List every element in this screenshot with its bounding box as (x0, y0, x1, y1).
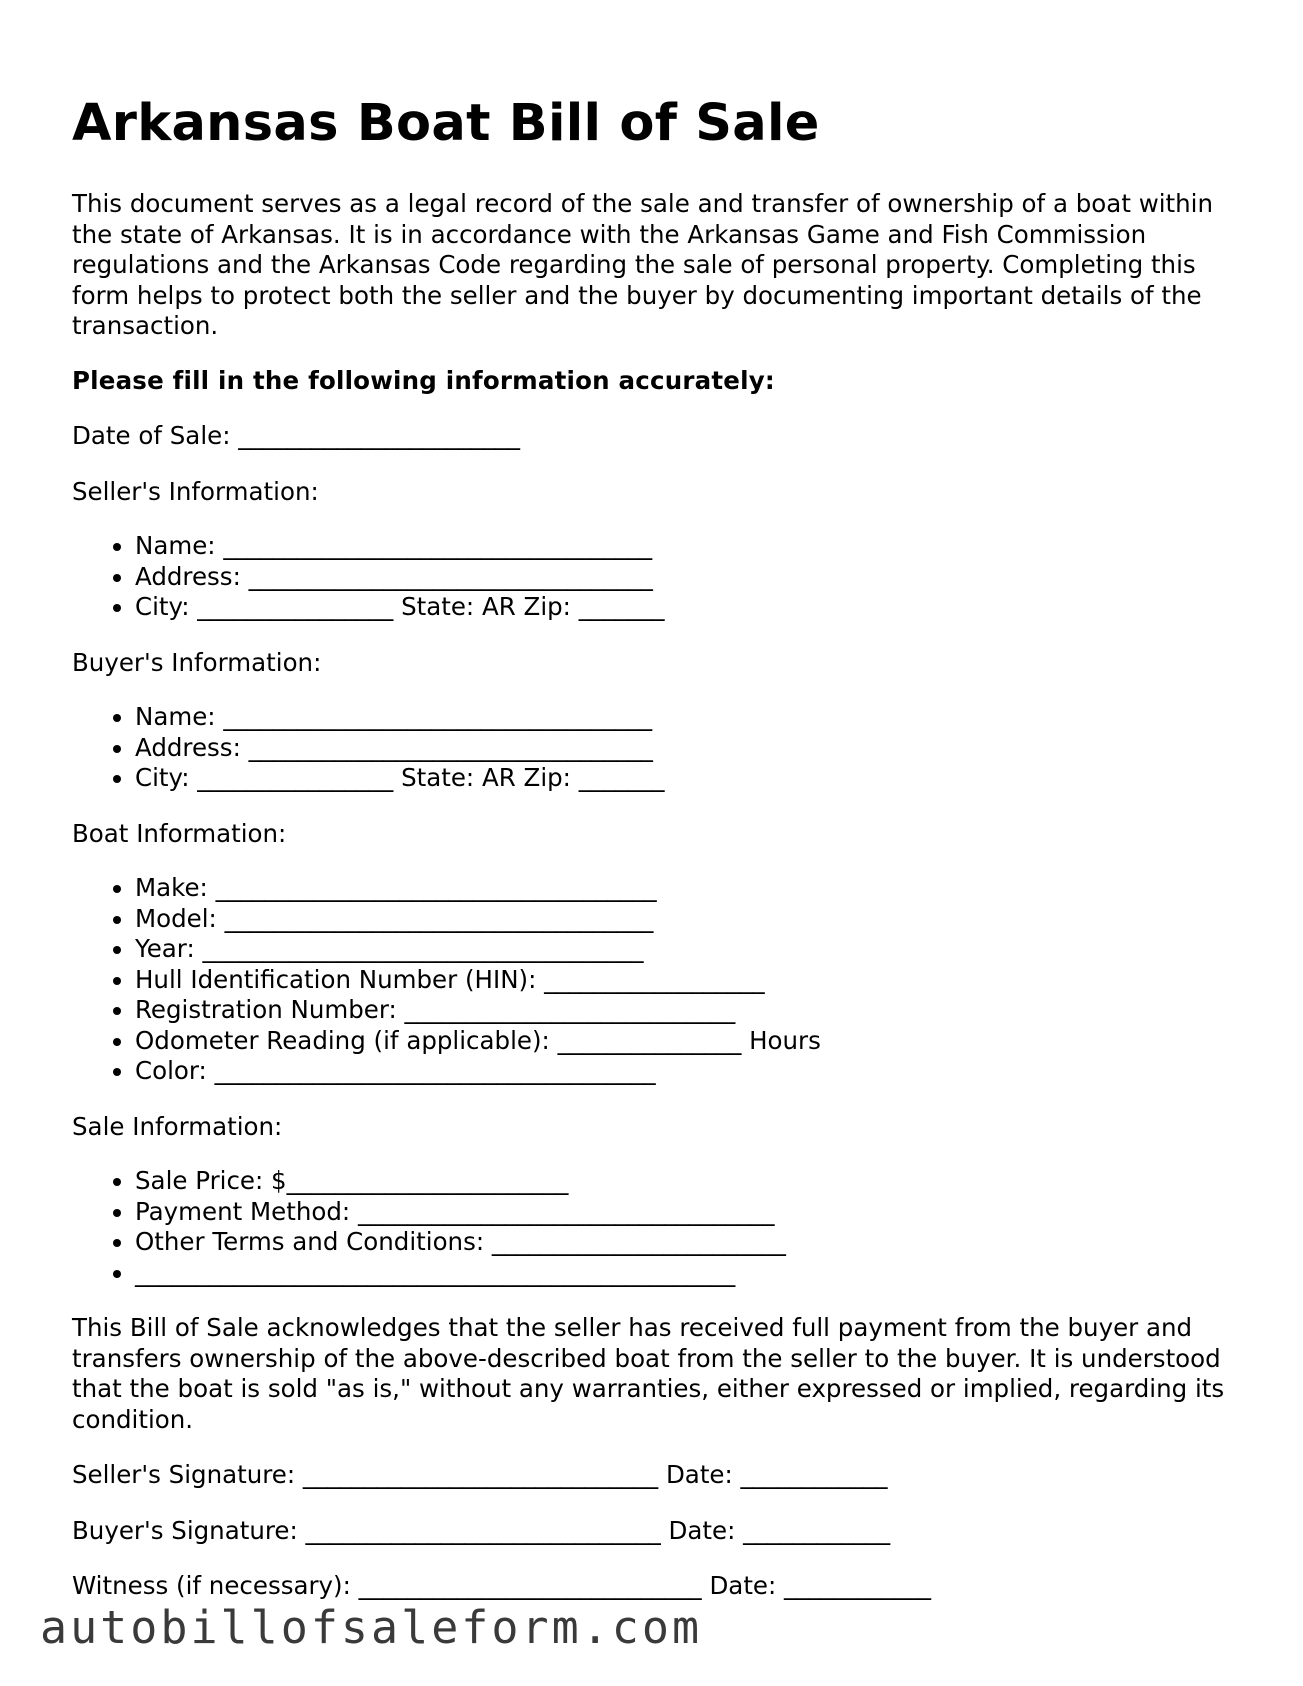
other-terms-field[interactable]: • Other Terms and Conditions: ________________________ (135, 1227, 1232, 1258)
seller-signature-line[interactable]: Seller's Signature: _____________________________ Date: ____________ (72, 1460, 888, 1489)
sale-heading: Sale Information: (72, 1111, 283, 1141)
buyer-city-state-zip-field[interactable]: • City: ________________ State: AR Zip: _______ (135, 763, 1232, 794)
buyer-address-field[interactable]: • Address: _________________________________ (135, 733, 1232, 764)
boat-heading: Boat Information: (72, 818, 287, 848)
boat-registration-field[interactable]: • Registration Number: ___________________________ (135, 995, 1232, 1026)
boat-make-field[interactable]: • Make: ____________________________________ (135, 873, 1232, 904)
boat-hin-field[interactable]: • Hull Identification Number (HIN): __________________ (135, 965, 1232, 996)
payment-method-field[interactable]: • Payment Method: __________________________________ (135, 1197, 1232, 1228)
additional-terms-line[interactable]: • _________________________________________________ (135, 1258, 1232, 1289)
sale-fields (72, 1166, 1232, 1288)
seller-city-state-zip-field[interactable]: • City: ________________ State: AR Zip: _______ (135, 592, 1232, 623)
buyer-signature-line[interactable]: Buyer's Signature: _____________________________ Date: ____________ (72, 1515, 891, 1545)
seller-address-field[interactable]: • Address: _________________________________ (135, 562, 1232, 593)
bill-of-sale-document (72, 88, 1232, 1602)
boat-color-field[interactable]: • Color: ____________________________________ (135, 1056, 1232, 1087)
boat-odometer-field[interactable]: • Odometer Reading (if applicable): _______________ Hours (135, 1026, 1232, 1057)
boat-year-field[interactable]: • Year: ____________________________________ (135, 934, 1232, 965)
buyer-heading: Buyer's Information: (72, 647, 322, 677)
seller-fields (72, 531, 1232, 623)
boat-fields (72, 873, 1232, 1087)
sale-price-field[interactable]: • Sale Price: $_______________________ (135, 1166, 1232, 1197)
boat-model-field[interactable]: • Model: ___________________________________ (135, 904, 1232, 935)
intro-paragraph: This document serves as a legal record of the sale and transfer of ownership of a boat within the state of Arkansas. It is in accordance with the Arkansas Game and Fish Commission regulations and the Arkansas Code regarding the sale of personal property. Completing this form helps to protect both the seller and the buyer by documenting important details of the transaction. (72, 189, 1214, 340)
buyer-name-field[interactable]: • Name: ___________________________________ (135, 702, 1232, 733)
closing-paragraph: This Bill of Sale acknowledges that the seller has received full payment from the buyer and transfers ownership of the above-described boat from the seller to the buyer. It is understood that the boat is sold "as is," without any warranties, either expressed or implied, regarding its condition. (72, 1313, 1225, 1434)
seller-heading: Seller's Information: (72, 476, 319, 506)
instruction-text: Please fill in the following information accurately: (72, 365, 775, 395)
witness-signature-line[interactable]: Witness (if necessary): ____________________________ Date: ____________ (72, 1571, 932, 1600)
date-of-sale-field[interactable]: Date of Sale: _______________________ (72, 421, 520, 450)
buyer-fields (72, 702, 1232, 794)
document-title: Arkansas Boat Bill of Sale (72, 94, 820, 153)
seller-name-field[interactable]: • Name: ___________________________________ (135, 531, 1232, 562)
site-watermark: autobillofsaleform.com (40, 1601, 703, 1654)
